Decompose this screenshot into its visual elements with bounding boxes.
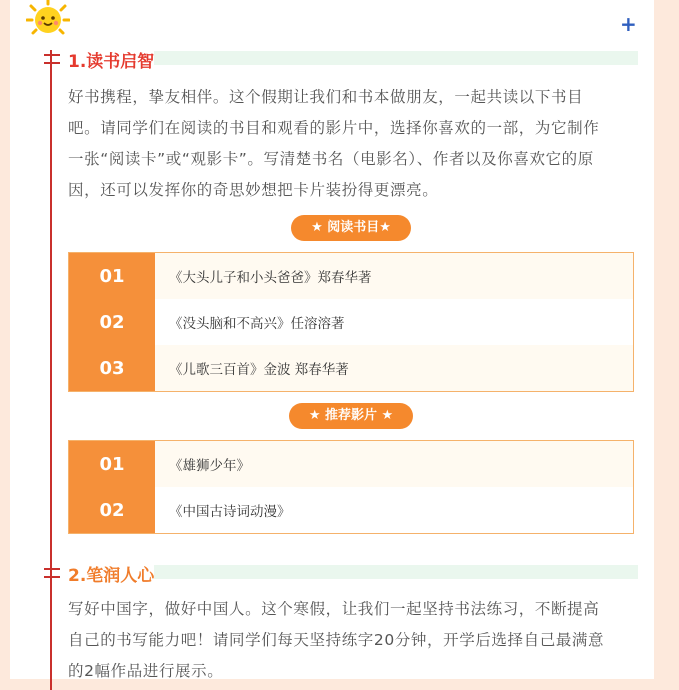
timeline-line <box>50 50 52 690</box>
paragraph-line: 的2幅作品进行展示。 <box>68 662 224 680</box>
books-label: ★ 阅读书目★ <box>291 215 411 241</box>
paragraph-line: 吧。请同学们在阅读的书目和观看的影片中，选择你喜欢的一部，为它制作 <box>68 119 600 137</box>
row-number: 01 <box>69 253 155 299</box>
book-title: 《大头儿子和小头爸爸》郑春华著 <box>155 253 633 299</box>
book-title: 《没头脑和不高兴》任溶溶著 <box>169 316 345 332</box>
paragraph-line: 好书携程，挚友相伴。这个假期让我们和书本做朋友，一起共读以下书目 <box>68 88 584 106</box>
paragraph-line: 自己的书写能力吧！请同学们每天坚持练字20分钟，开学后选择自己最满意 <box>68 631 605 649</box>
paragraph-line: 写好中国字，做好中国人。这个寒假，让我们一起坚持书法练习，不断提高 <box>68 600 600 618</box>
heading-marker <box>44 568 60 578</box>
paragraph-line: 因，还可以发挥你的奇思妙想把卡片装扮得更漂亮。 <box>68 181 439 199</box>
table-row <box>69 345 633 391</box>
book-title: 《儿歌三百首》金波 郑春华著 <box>155 345 633 391</box>
table-row <box>69 487 633 533</box>
row-number: 01 <box>69 441 155 487</box>
film-title: 《中国古诗词动漫》 <box>169 504 291 520</box>
plus-icon[interactable]: + <box>620 12 637 36</box>
section1-heading <box>44 48 154 70</box>
section1-title: 1.读书启智 <box>68 51 155 72</box>
sun-icon <box>26 0 70 38</box>
section2-title: 2.笔润人心 <box>68 565 155 586</box>
table-row <box>69 253 633 299</box>
books-table <box>68 252 634 392</box>
section2-paragraph <box>68 594 638 687</box>
row-number: 02 <box>69 487 155 533</box>
films-label: ★ 推荐影片 ★ <box>289 403 413 429</box>
heading-bar <box>154 565 638 579</box>
table-row <box>69 441 633 487</box>
section1-paragraph <box>68 82 638 206</box>
row-number: 02 <box>69 299 155 345</box>
heading-marker <box>44 54 60 64</box>
films-table <box>68 440 634 534</box>
paragraph-line: 一张“阅读卡”或“观影卡”。写清楚书名（电影名）、作者以及你喜欢它的原 <box>68 150 594 168</box>
section2-heading <box>44 562 154 584</box>
film-title: 《雄狮少年》 <box>155 441 633 487</box>
row-number: 03 <box>69 345 155 391</box>
table-row <box>69 299 633 345</box>
heading-bar <box>154 51 638 65</box>
